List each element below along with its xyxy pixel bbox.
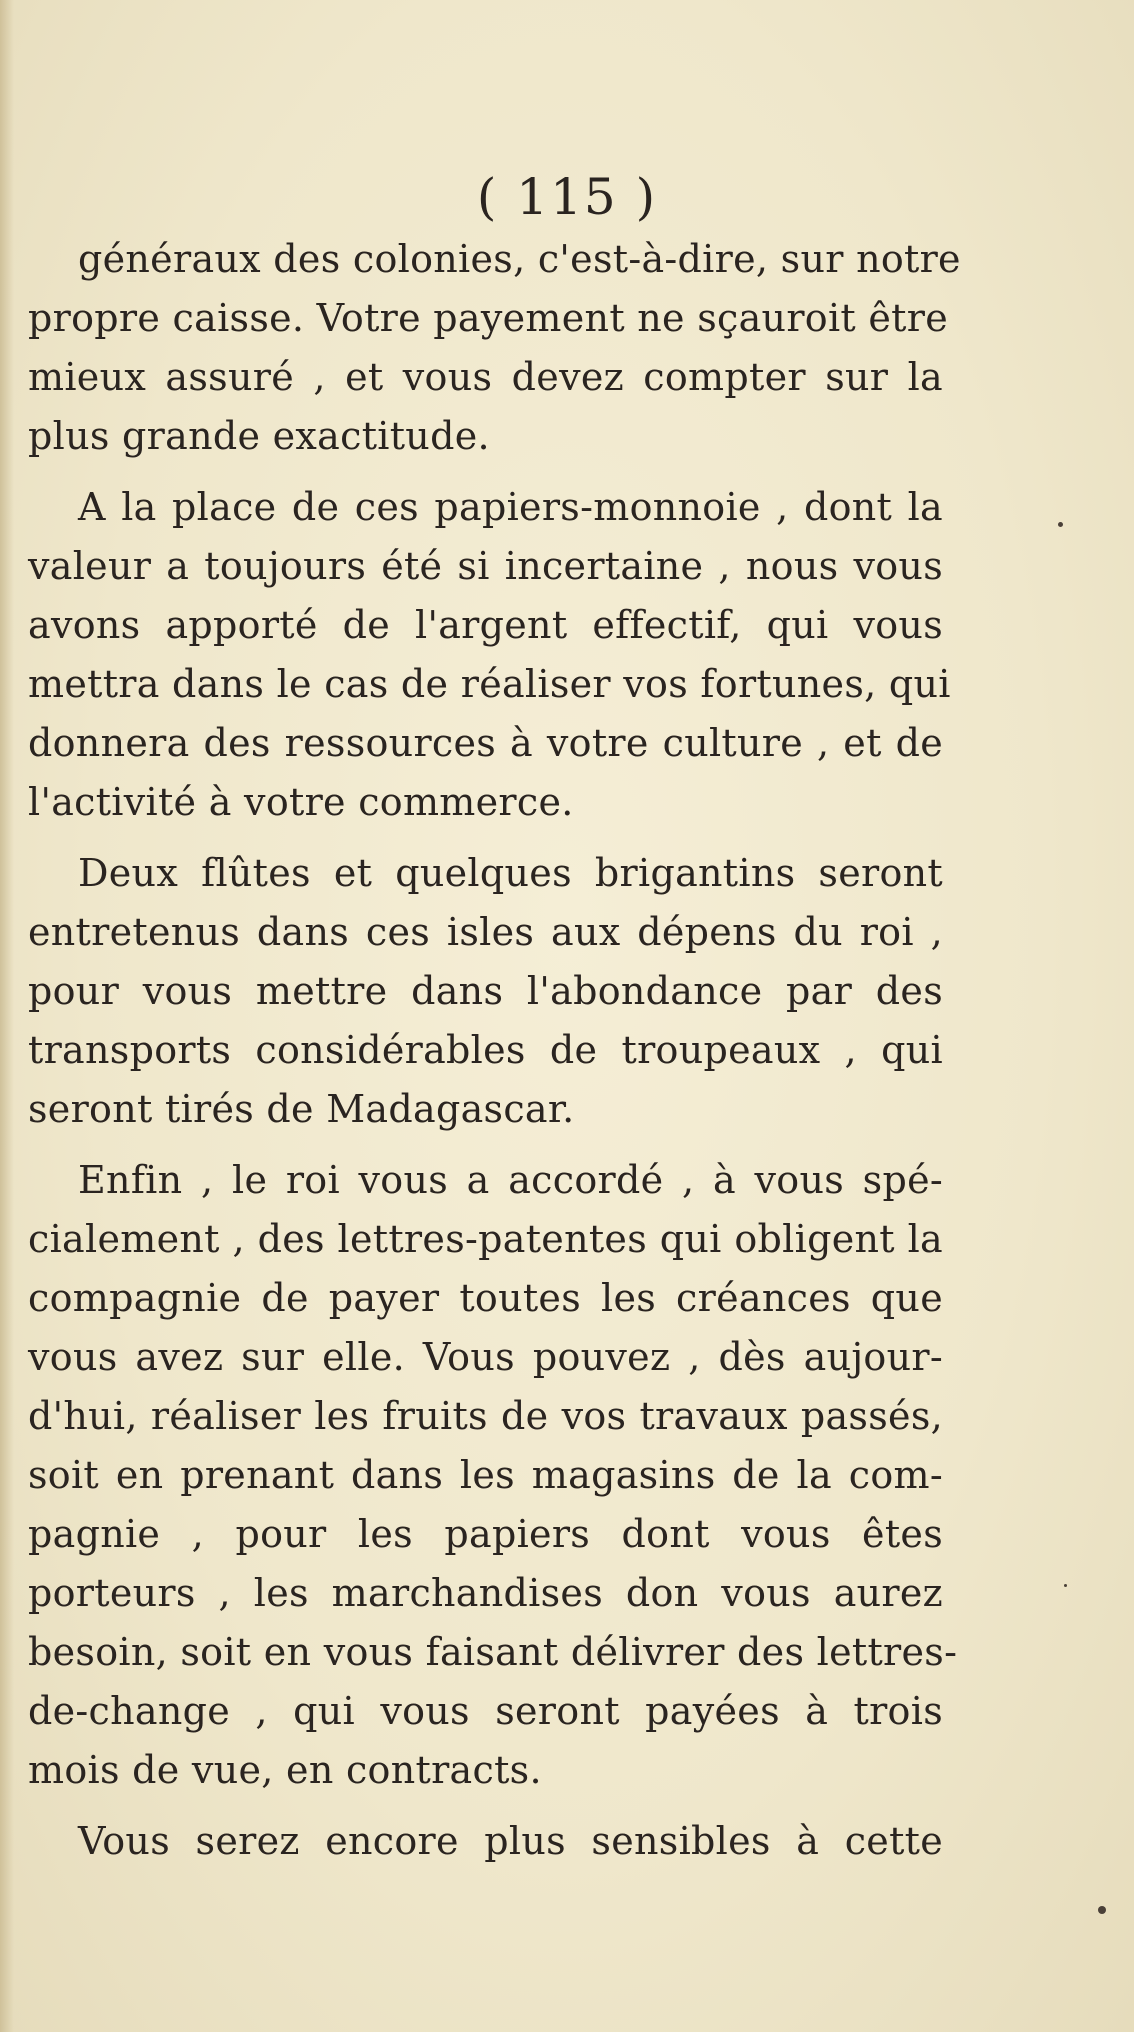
text-line: avons apporté de l'argent effectif, qui vous [28,603,943,647]
text-line: donnera des ressources à votre culture , et de [28,721,943,765]
ink-speck [1058,522,1063,527]
ink-speck [1098,1906,1106,1914]
text-line: mieux assuré , et vous devez compter sur la [28,355,943,399]
text-line: compagnie de payer toutes les créances que [28,1276,943,1320]
text-line: généraux des colonies, c'est-à-dire, sur notre [78,237,961,281]
paragraph-gap [28,1139,943,1151]
paragraph [28,1151,958,1800]
text-line: d'hui, réaliser les fruits de vos travaux passés, [28,1394,943,1438]
body-text [28,230,961,1871]
paragraph [28,230,961,466]
text-line: pagnie , pour les papiers dont vous êtes [28,1512,943,1556]
text-line: Vous serez encore plus sensibles à cette [78,1819,943,1863]
text-line: seront tirés de Madagascar. [28,1087,575,1131]
paragraph-gap [28,1800,943,1812]
text-line: porteurs , les marchandises don vous aurez [28,1571,943,1615]
text-line: mois de vue, en contracts. [28,1748,542,1792]
page-spine-shadow [0,0,14,2032]
text-line: mettra dans le cas de réaliser vos fortunes, qui [28,662,951,706]
text-line: valeur a toujours été si incertaine , nous vous [28,544,943,588]
text-line: cialement , des lettres-patentes qui obligent la [28,1217,943,1261]
text-line: plus grande exactitude. [28,414,490,458]
text-line: vous avez sur elle. Vous pouvez , dès aujour- [28,1335,943,1379]
text-line: de-change , qui vous seront payées à trois [28,1689,943,1733]
paragraph [28,478,951,832]
text-line: transports considérables de troupeaux , qui [28,1028,943,1072]
text-line: besoin, soit en vous faisant délivrer des lettres- [28,1630,958,1674]
text-line: entretenus dans ces isles aux dépens du roi , [28,910,943,954]
paragraph [28,844,943,1139]
page-number: ( 115 ) [476,168,658,226]
text-line: Deux flûtes et quelques brigantins seront [78,851,943,895]
paragraph [28,1812,943,1871]
paragraph-gap [28,832,943,844]
text-line: l'activité à votre commerce. [28,780,574,824]
text-line: A la place de ces papiers-monnoie , dont la [78,485,943,529]
text-line: propre caisse. Votre payement ne sçauroit être [28,296,948,340]
text-line: Enfin , le roi vous a accordé , à vous spé- [78,1158,943,1202]
text-line: soit en prenant dans les magasins de la com- [28,1453,943,1497]
text-line: pour vous mettre dans l'abondance par des [28,969,943,1013]
paragraph-gap [28,466,943,478]
ink-speck [1064,1584,1067,1587]
